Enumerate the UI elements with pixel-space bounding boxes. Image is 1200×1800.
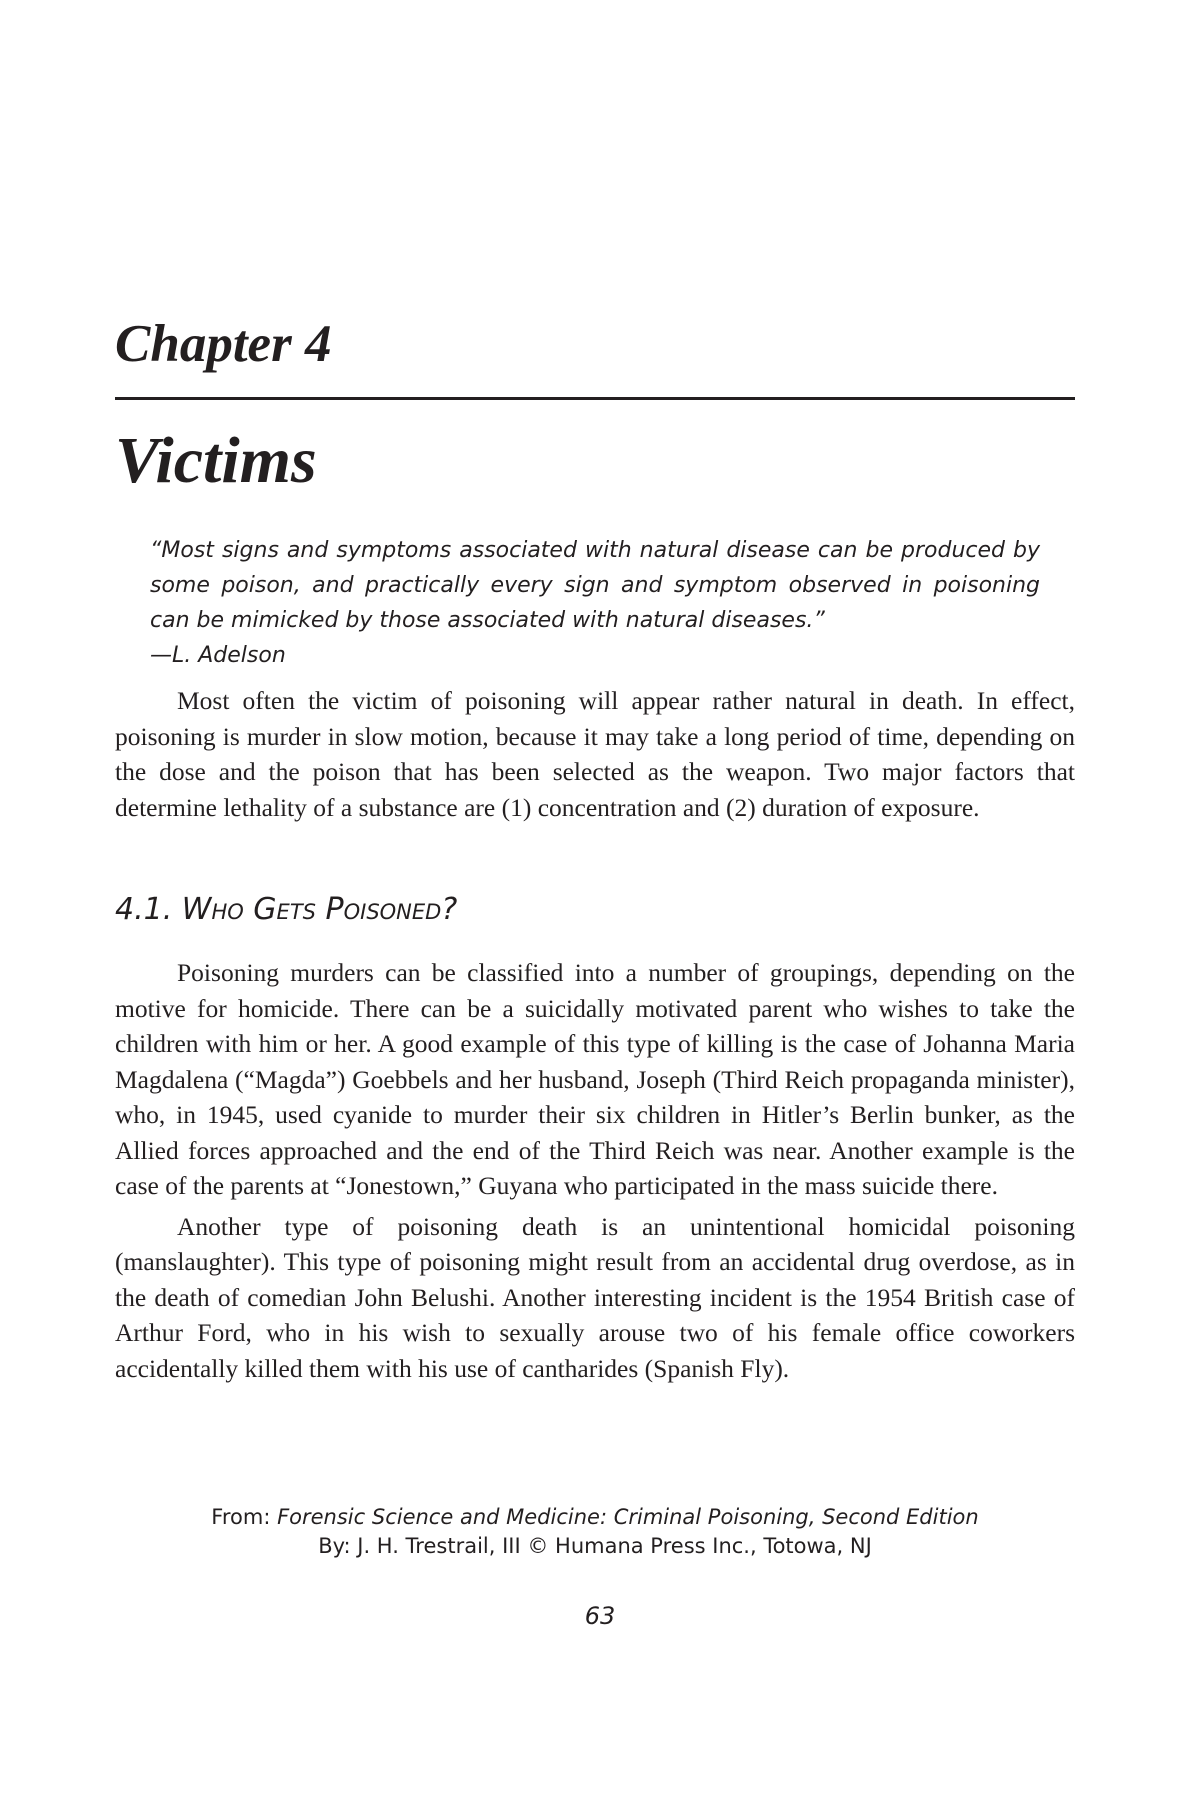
section-body	[115, 955, 1075, 1391]
epigraph-attribution: —L. Adelson	[150, 643, 286, 668]
intro-paragraph: Most often the victim of poisoning will appear rather natural in death. In effect, poisoning is murder in slow motion, because it may take a long period of time, depending on the dose and the poison that has been selected as the weapon. Two major factors that determine lethality of a substance are (1) concentration and (2) duration of exposure.	[115, 686, 1075, 822]
intro-section	[115, 683, 1075, 830]
chapter-divider	[115, 397, 1075, 400]
epigraph-quote: “Most signs and symptoms associated with natural disease can be produced by some poison, and practically every sign and symptom observed in poisoning can be mimicked by those associated with natural diseases.”	[150, 538, 1040, 633]
source-byline: By: J. H. Trestrail, III © Humana Press Inc., Totowa, NJ	[318, 1534, 872, 1558]
chapter-label: Chapter 4	[115, 315, 332, 373]
chapter-title: Victims	[115, 424, 317, 497]
section-paragraph: Poisoning murders can be classified into a number of groupings, depending on the motive for homicide. There can be a suicidally motivated parent who wishes to take the children with him or her. A good example of this type of killing is the case of Johanna Maria Magdalena (“Magda”) Goebbels and her husband, Joseph (Third Reich propaganda minister), who, in 1945, used cyanide to murder their six children in Hitler’s Berlin bunker, as the Allied forces approached and the end of the Third Reich was near. Another example is the case of the parents at “Jonestown,” Guyana who participated in the mass suicide there.	[115, 958, 1075, 1200]
section-heading: 4.1. Who Gets Poisoned?	[115, 892, 458, 927]
source-note	[115, 1503, 1075, 1561]
section-paragraph: Another type of poisoning death is an unintentional homicidal poisoning (manslaughter). This type of poisoning might result from an accidental drug overdose, as in the death of comedian John Belushi. Another interesting incident is the 1954 British case of Arthur Ford, who in his wish to sexually arouse two of his female office coworkers accidentally killed them with his use of cantharides (Spanish Fly).	[115, 1211, 1075, 1383]
source-prefix: From:	[211, 1505, 278, 1529]
source-line	[115, 1503, 1075, 1532]
source-book-title: Forensic Science and Medicine: Criminal Poisoning, Second Edition	[277, 1505, 979, 1529]
page-number: 63	[584, 1602, 616, 1630]
epigraph	[150, 533, 1040, 673]
